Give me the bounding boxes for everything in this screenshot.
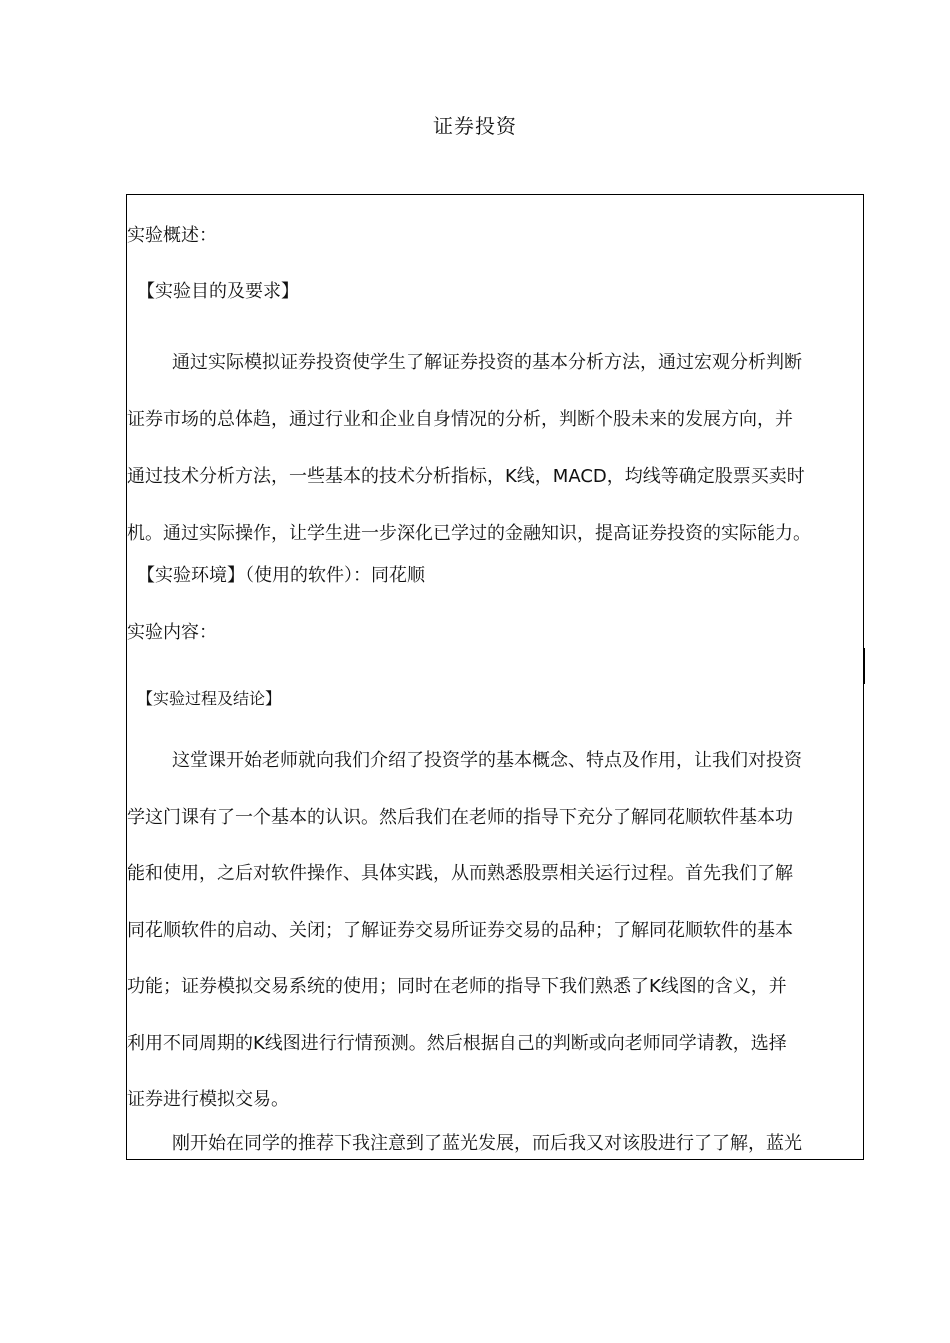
objective-line: 通过技术分析方法，一些基本的技术分析指标，K线，MACD，均线等确定股票买卖时 xyxy=(127,466,805,487)
frame-edge-mark xyxy=(863,648,865,684)
final-line: 刚开始在同学的推荐下我注意到了蓝光发展，而后我又对该股进行了了解，蓝光 xyxy=(172,1133,802,1154)
objective-line: 证券市场的总体趋，通过行业和企业自身情况的分析，判断个股未来的发展方向，并 xyxy=(127,409,793,430)
objective-line: 机。通过实际操作，让学生进一步深化已学过的金融知识，提高证券投资的实际能力。 xyxy=(127,523,811,544)
process-line: 证券进行模拟交易。 xyxy=(127,1089,289,1110)
content-label: 实验内容： xyxy=(127,622,217,643)
environment-line: 【实验环境】（使用的软件）：同花顺 xyxy=(137,565,425,586)
process-line: 同花顺软件的启动、关闭；了解证券交易所证券交易的品种；了解同花顺软件的基本 xyxy=(127,919,793,941)
process-line: 这堂课开始老师就向我们介绍了投资学的基本概念、特点及作用，让我们对投资 xyxy=(172,750,802,771)
process-paragraph xyxy=(127,733,863,1129)
page-title: 证券投资 xyxy=(433,114,517,138)
objective-line: 通过实际模拟证券投资使学生了解证券投资的基本分析方法，通过宏观分析判断 xyxy=(172,352,802,373)
process-line: 学这门课有了一个基本的认识。然后我们在老师的指导下充分了解同花顺软件基本功 xyxy=(127,806,793,828)
objective-paragraph xyxy=(127,334,863,562)
process-line: 能和使用，之后对软件操作、具体实践，从而熟悉股票相关运行过程。首先我们了解 xyxy=(127,863,793,884)
objective-heading: 【实验目的及要求】 xyxy=(137,281,299,302)
process-line: 功能；证券模拟交易系统的使用；同时在老师的指导下我们熟悉了K线图的含义，并 xyxy=(127,976,787,997)
process-heading: 【实验过程及结论】 xyxy=(137,689,282,708)
experiment-frame xyxy=(126,194,864,1160)
process-line: 利用不同周期的K线图进行行情预测。然后根据自己的判断或向老师同学请教，选择 xyxy=(127,1032,787,1054)
overview-label: 实验概述： xyxy=(127,225,217,246)
